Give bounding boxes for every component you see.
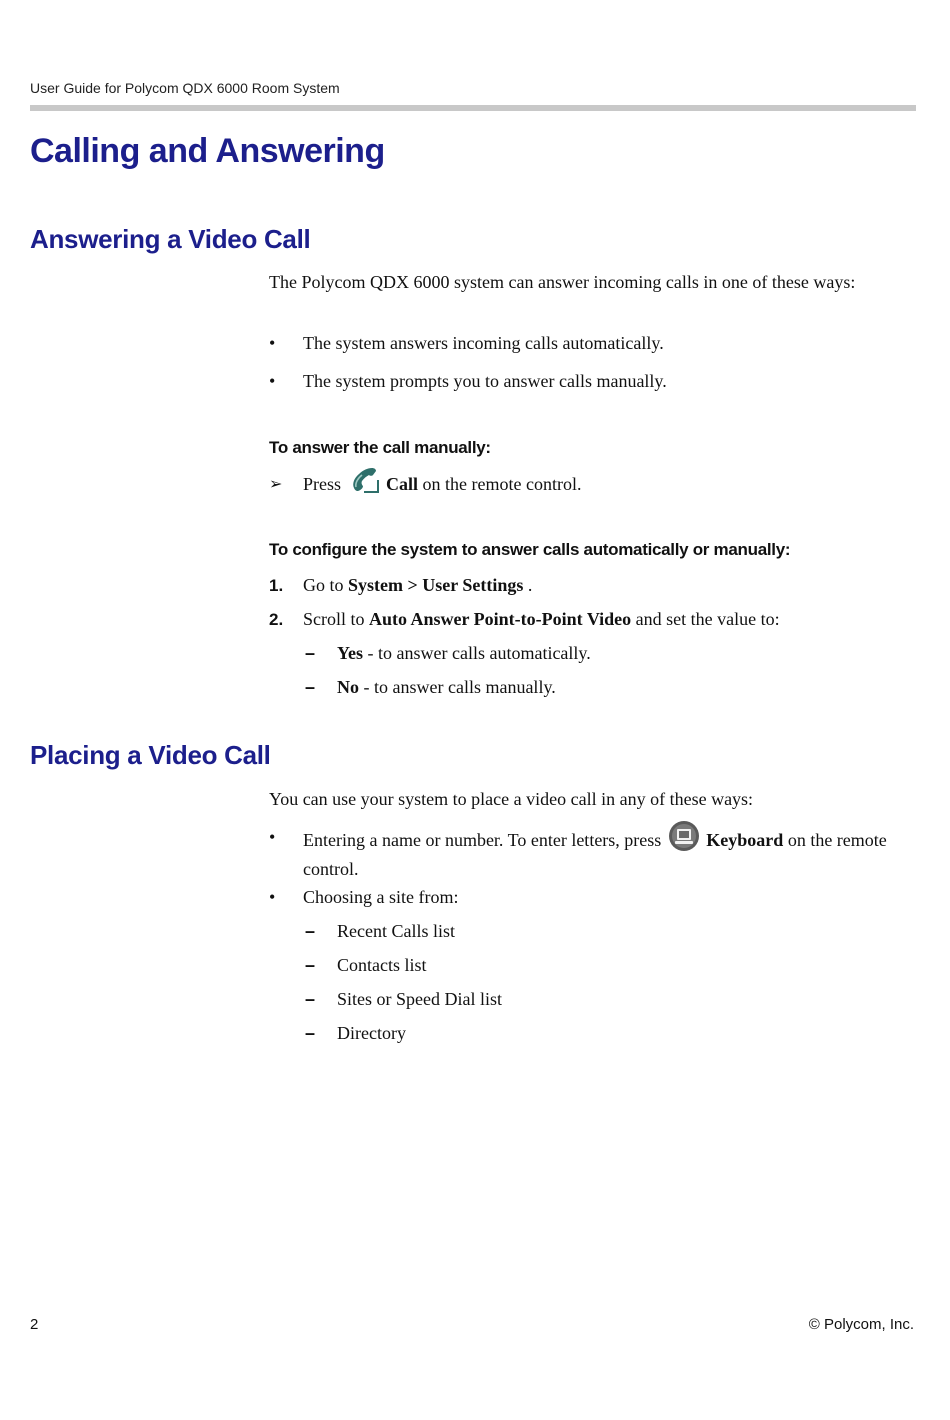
bullet-mark: • xyxy=(269,371,276,391)
manual-step-text xyxy=(303,472,913,500)
option-desc: - to answer calls automatically. xyxy=(367,643,591,663)
manual-step-suffix: on the remote control. xyxy=(422,474,582,495)
step2-post: and set the value to: xyxy=(635,609,780,629)
dash-mark: – xyxy=(305,643,316,663)
dash-mark: – xyxy=(305,955,316,975)
step-number: 1. xyxy=(269,576,284,595)
step-text xyxy=(303,574,913,597)
step2-pre: Scroll to xyxy=(303,609,365,629)
section-title-placing: Placing a Video Call xyxy=(30,740,271,770)
option-text xyxy=(337,676,556,699)
keyboard-icon xyxy=(668,820,700,858)
dash-mark: – xyxy=(305,1023,316,1043)
bullet1-post: on the remote control. xyxy=(303,830,887,879)
option-value: No xyxy=(337,677,359,697)
source-text: Recent Calls list xyxy=(337,921,455,941)
chapter-title: Calling and Answering xyxy=(30,132,385,170)
list-item-text: Choosing a site from: xyxy=(303,887,459,907)
copyright: © Polycom, Inc. xyxy=(808,1316,914,1333)
bullet-mark: • xyxy=(269,887,276,907)
source-text: Directory xyxy=(337,1023,406,1043)
list-item-text: The system answers incoming calls automatically. xyxy=(303,333,664,353)
phone-handset-icon xyxy=(350,466,380,500)
bullet-mark: • xyxy=(269,333,276,353)
list-item-text xyxy=(303,826,913,881)
dash-mark: – xyxy=(305,677,316,697)
setting-name: Auto Answer Point-to-Point Video xyxy=(369,609,632,629)
step-text xyxy=(303,608,913,631)
dash-mark: – xyxy=(305,989,316,1009)
option-text xyxy=(337,642,591,665)
source-text: Sites or Speed Dial list xyxy=(337,989,502,1009)
bullet1-pre: Entering a name or number. To enter letters, press xyxy=(303,830,662,851)
procedure-heading-configure: To configure the system to answer calls automatically or manually: xyxy=(269,540,791,559)
call-button-label: Call xyxy=(386,474,419,495)
step1-pre: Go to xyxy=(303,575,344,595)
list-item-text: The system prompts you to answer calls manually. xyxy=(303,371,667,391)
page-number: 2 xyxy=(30,1316,39,1333)
source-text: Contacts list xyxy=(337,955,427,975)
placing-intro: You can use your system to place a video call in any of these ways: xyxy=(269,789,754,809)
step-number: 2. xyxy=(269,610,284,629)
option-value: Yes xyxy=(337,643,363,663)
keyboard-button-label: Keyboard xyxy=(706,830,784,851)
dash-mark: – xyxy=(305,921,316,941)
answering-intro: The Polycom QDX 6000 system can answer incoming calls in one of these ways: xyxy=(269,272,856,292)
section-title-answering: Answering a Video Call xyxy=(30,224,311,254)
header-rule xyxy=(30,105,916,111)
step1-post: . xyxy=(527,575,533,595)
settings-path: System > User Settings xyxy=(348,575,524,595)
option-desc: - to answer calls manually. xyxy=(363,677,556,697)
procedure-heading-manual: To answer the call manually: xyxy=(269,438,491,457)
running-header: User Guide for Polycom QDX 6000 Room System xyxy=(30,80,340,96)
step-arrow-marker: ➢ xyxy=(269,474,283,493)
bullet-mark: • xyxy=(269,827,276,847)
press-word: Press xyxy=(303,474,342,495)
